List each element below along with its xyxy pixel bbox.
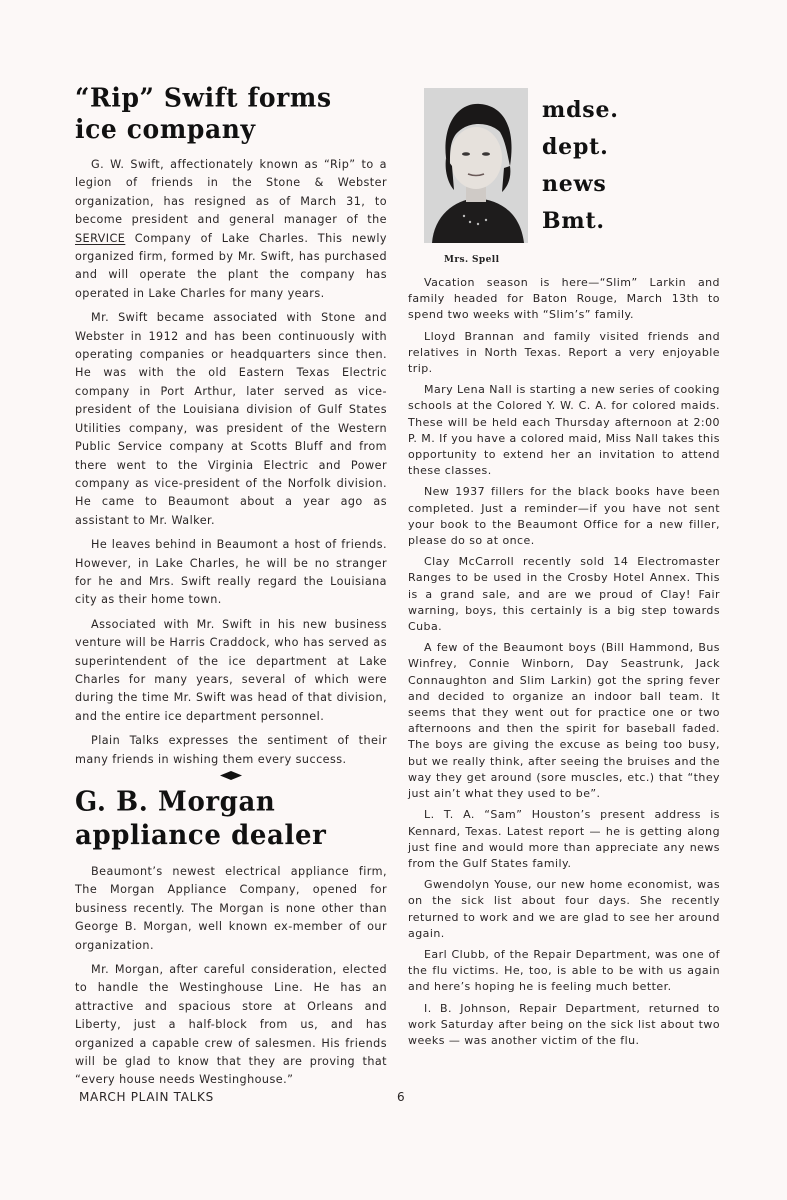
title-line: mdse. [542,97,619,123]
news-paragraph: I. B. Johnson, Repair Department, returned to work Saturday after being on the sick list about two weeks — was another victim of the flu. [408,1001,720,1047]
article-paragraph: Beaumont’s newest electrical appliance firm, The Morgan Appliance Company, opened for business recently. The Morgan is none other than George B. Morgan, well known ex-member of our organization. [75,865,387,952]
news-paragraph: Earl Clubb, of the Repair Department, was one of the flu victims. He, too, is able to be with us again and here’s hoping he is feeling much better. [408,947,720,994]
diamond-ornament-icon [219,771,243,781]
headline-line: appliance dealer [75,820,327,852]
news-paragraph: A few of the Beaumont boys (Bill Hammond, Bus Winfrey, Connie Winborn, Day Seastrunk, Jack Connaughton and Slim Larkin) got the spring fever and decided to organize an indoor ball team. It seems that they went out for practice one or two afternoons and then the spirit for baseball faded. The boys are giving the excuse as being too busy, but we really think, after seeing the bruises and the way they get around (sore muscles, etc.) that “they just ain’t what they used to be”. [408,641,720,801]
headline-line: ice company [75,114,256,145]
portrait-image-icon [424,88,528,243]
article-paragraph: Associated with Mr. Swift in his new business venture will be Harris Craddock, who has served as superintendent of the ice department at Lake Charles for many years, several of which were during the time Mr. Swift was head of that division, and the entire ice department personnel. [75,617,387,723]
article-paragraph: He leaves behind in Beaumont a host of friends. However, in Lake Charles, he will be no stranger for he and Mrs. Swift really regard the Louisiana city as their home town. [75,538,387,607]
title-line: dept. [542,134,609,160]
portrait-photo [424,88,528,243]
headline-gb-morgan [75,785,387,852]
headline-rip-swift [75,83,387,146]
article-paragraph: Mr. Swift became associated with Stone and Webster in 1912 and has been continuously with operating companies or headquarters since then. He was with the old Eastern Texas Electric company in Port Arthur, later served as vice-president of the Louisiana division of Gulf States Utilities company, was president of the Western Public Service company at Scotts Bluff and from there went to the Virginia Electric and Power company as vice-president of the Norfolk division. He came to Beaumont about a year ago as assistant to Mr. Walker. [75,311,387,527]
photo-caption: Mrs. Spell [444,255,500,265]
news-paragraph: Lloyd Brannan and family visited friends and relatives in North Texas. Report a very enjoyable trip. [408,329,720,376]
left-column [75,84,387,1096]
page-number: 6 [397,1090,405,1104]
paragraph-text: Company of Lake Charles. This newly organized firm, formed by Mr. Swift, has purchased and will operate the plant the company has operated in Lake Charles for many years. [75,231,387,300]
paragraph-text: G. W. Swift, affectionately known as “Rip” to a legion of friends in the Stone & Webster organization, has resigned as of March 31, to become president and general manager of the [75,158,387,227]
article-paragraph: Plain Talks expresses the sentiment of their many friends in wishing them every success. [75,734,387,766]
news-paragraph: L. T. A. “Sam” Houston’s present address is Kennard, Texas. Latest report — he is getting along just fine and would more than appreciate any news from the Gulf States family. [408,808,720,870]
headline-line: “Rip” Swift forms [75,82,332,113]
news-paragraph: Gwendolyn Youse, our new home economist, was on the sick list about four days. She recently returned to work and we are glad to see her around again. [408,878,720,940]
right-column [408,88,720,1054]
underlined-word: SERVICE [75,231,126,245]
title-line: Bmt. [542,208,605,234]
news-paragraph: Clay McCarroll recently sold 14 Electromaster Ranges to be used in the Crosby Hotel Annex. This is a grand sale, and are we proud of Clay! Fair warning, boys, this certainly is a big step towards Cuba. [408,555,720,634]
news-paragraph: Mary Lena Nall is starting a new series of cooking schools at the Colored Y. W. C. A. for colored maids. These will be held each Thursday afternoon at 2:00 P. M. If you have a colored maid, Miss Nall takes this opportunity to extend her an invitation to attend these classes. [408,383,720,478]
dept-header [408,88,720,243]
news-paragraph: Vacation season is here—“Slim” Larkin and family headed for Baton Rouge, March 13th to spend two weeks with “Slim’s” family. [408,276,720,322]
publication-footer: MARCH PLAIN TALKS [79,1090,214,1104]
news-paragraph: New 1937 fillers for the black books have been completed. Just a reminder—if you have not sent your book to the Beaumont Office for a new filler, please do so at once. [408,485,720,548]
article-paragraph [75,156,387,303]
article-paragraph: Mr. Morgan, after careful consideration, elected to handle the Westinghouse Line. He has an attractive and spacious store at Orleans and Liberty, just a half-block from us, and has organized a capable crew of salesmen. His friends will be glad to know that they are proving that “every house needs Westinghouse.” [75,963,387,1087]
dept-news-title [542,92,619,240]
headline-line: G. B. Morgan [75,786,276,818]
title-line: news [542,171,607,197]
